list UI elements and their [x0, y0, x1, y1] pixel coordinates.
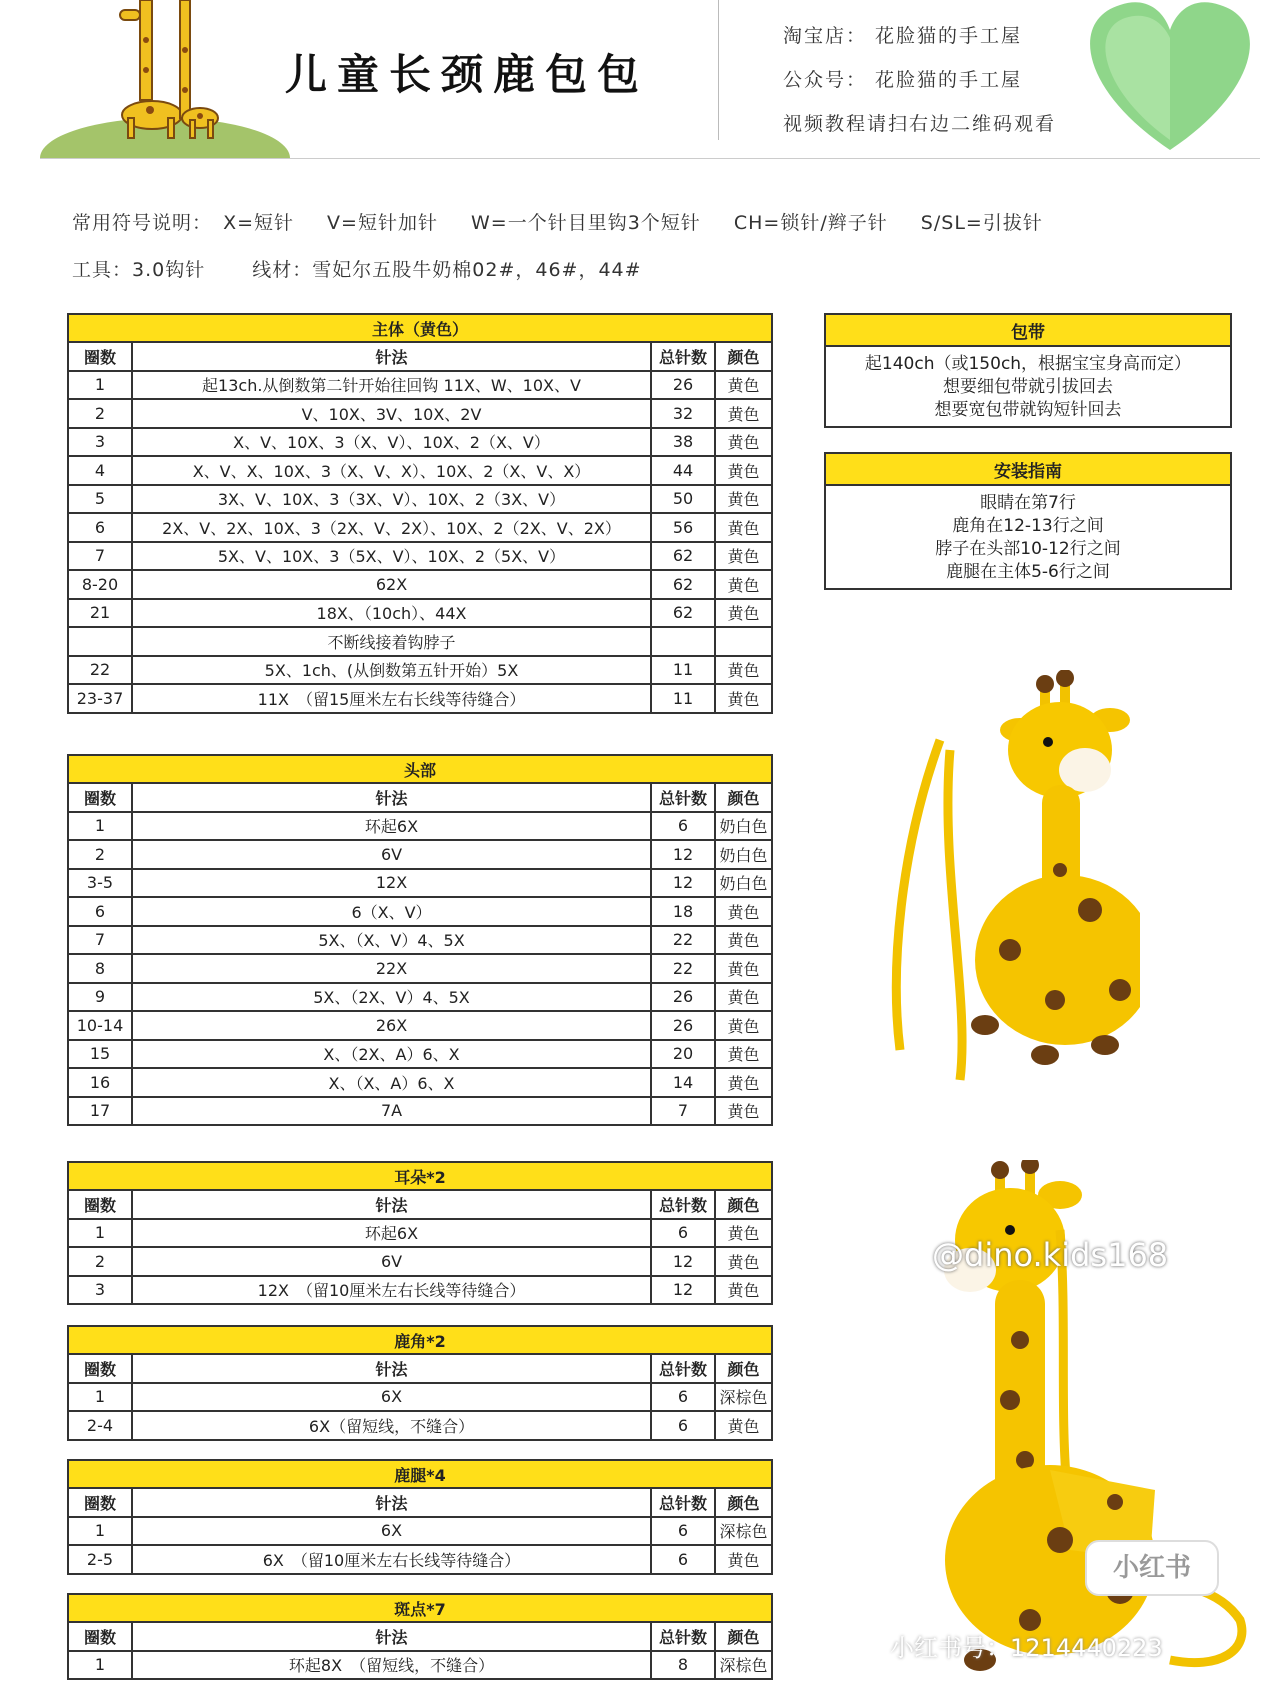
- cell-round: 2-4: [68, 1411, 132, 1440]
- cell-color: 黄色: [715, 371, 772, 400]
- cell-color: 黄色: [715, 428, 772, 457]
- cell-stitch: 18X、（10ch）、44X: [132, 599, 651, 628]
- body-pattern-table: [67, 313, 773, 714]
- cell-round: 23-37: [68, 684, 132, 713]
- cell-total: 18: [651, 897, 715, 926]
- col-stitch: 针法: [132, 1354, 651, 1383]
- cell-color: 深棕色: [715, 1651, 772, 1680]
- cell-color: [715, 627, 772, 656]
- assembly-line: 鹿角在12-13行之间: [952, 516, 1104, 536]
- green-heart-icon: [1060, 0, 1280, 160]
- cell-color: 黄色: [715, 542, 772, 571]
- table-title: 鹿角*2: [68, 1326, 772, 1354]
- symbol-legend: [72, 208, 1069, 235]
- cell-total: 12: [651, 1276, 715, 1305]
- table-row: [68, 1276, 772, 1305]
- cell-round: 8: [68, 954, 132, 983]
- cell-total: 50: [651, 485, 715, 514]
- col-total: 总针数: [651, 1190, 715, 1219]
- cell-total: 6: [651, 812, 715, 841]
- col-color: 颜色: [715, 1622, 772, 1651]
- legend-item: CH=锁针/辫子针: [733, 212, 888, 234]
- cell-stitch: 12X （留10厘米左右长线等待缝合）: [132, 1276, 651, 1305]
- table-row: [68, 656, 772, 685]
- cell-round: 3: [68, 1276, 132, 1305]
- cell-total: 12: [651, 869, 715, 898]
- cell-stitch: 62X: [132, 570, 651, 599]
- table-row: [68, 1247, 772, 1276]
- cell-color: 奶白色: [715, 812, 772, 841]
- col-color: 颜色: [715, 1488, 772, 1517]
- col-round: 圈数: [68, 1190, 132, 1219]
- cell-total: 11: [651, 656, 715, 685]
- table-row: [68, 627, 772, 656]
- cell-color: 黄色: [715, 1411, 772, 1440]
- col-round: 圈数: [68, 1488, 132, 1517]
- cell-round: 21: [68, 599, 132, 628]
- table-row: [68, 456, 772, 485]
- table-header-row: [68, 1488, 772, 1517]
- cell-total: [651, 627, 715, 656]
- cell-stitch: 6V: [132, 840, 651, 869]
- cell-stitch: 6X （留10厘米左右长线等待缝合）: [132, 1545, 651, 1574]
- cell-total: 62: [651, 599, 715, 628]
- table-header-row: [68, 783, 772, 812]
- ears-pattern-table: [67, 1161, 773, 1305]
- cell-stitch: 环起6X: [132, 812, 651, 841]
- table-row: [68, 1383, 772, 1412]
- cell-stitch: X、V、10X、3（X、V）、10X、2（X、V）: [132, 428, 651, 457]
- cell-round: [68, 627, 132, 656]
- cell-color: 黄色: [715, 1068, 772, 1097]
- cell-round: 3-5: [68, 869, 132, 898]
- col-round: 圈数: [68, 783, 132, 812]
- cell-total: 14: [651, 1068, 715, 1097]
- header-divider: [718, 0, 719, 140]
- table-row: [68, 1517, 772, 1546]
- cell-total: 62: [651, 570, 715, 599]
- table-row: [68, 1040, 772, 1069]
- cell-total: 38: [651, 428, 715, 457]
- cell-color: 黄色: [715, 1097, 772, 1126]
- cell-round: 7: [68, 542, 132, 571]
- table-row: [68, 1651, 772, 1680]
- cell-stitch: 6（X、V）: [132, 897, 651, 926]
- cell-color: 黄色: [715, 570, 772, 599]
- cell-color: 黄色: [715, 1011, 772, 1040]
- col-total: 总针数: [651, 783, 715, 812]
- cell-round: 2-5: [68, 1545, 132, 1574]
- cell-color: 黄色: [715, 656, 772, 685]
- page-header: [0, 0, 1280, 160]
- cell-color: 黄色: [715, 684, 772, 713]
- spots-pattern-table: [67, 1593, 773, 1680]
- horns-pattern-table: [67, 1325, 773, 1441]
- table-row: [68, 812, 772, 841]
- assembly-title: 安装指南: [825, 453, 1231, 485]
- tools-line: [72, 255, 682, 282]
- table-row: [68, 1097, 772, 1126]
- cell-stitch: 12X: [132, 869, 651, 898]
- cell-stitch: 环起8X （留短线，不缝合）: [132, 1651, 651, 1680]
- table-row: [68, 1545, 772, 1574]
- col-total: 总针数: [651, 1622, 715, 1651]
- table-row: [68, 599, 772, 628]
- col-total: 总针数: [651, 1488, 715, 1517]
- table-row: [68, 570, 772, 599]
- cell-stitch: 5X、V、10X、3（5X、V）、10X、2（5X、V）: [132, 542, 651, 571]
- cell-total: 22: [651, 954, 715, 983]
- cell-total: 44: [651, 456, 715, 485]
- cell-round: 8-20: [68, 570, 132, 599]
- col-stitch: 针法: [132, 1622, 651, 1651]
- cell-color: 深棕色: [715, 1517, 772, 1546]
- col-round: 圈数: [68, 342, 132, 371]
- strap-title: 包带: [825, 314, 1231, 346]
- cell-color: 黄色: [715, 1545, 772, 1574]
- col-color: 颜色: [715, 1190, 772, 1219]
- legend-prefix: 常用符号说明：: [72, 212, 213, 234]
- cell-color: 深棕色: [715, 1383, 772, 1412]
- cell-total: 8: [651, 1651, 715, 1680]
- table-header-row: [68, 1622, 772, 1651]
- cell-stitch: 6X: [132, 1517, 651, 1546]
- cell-stitch: 6X（留短线，不缝合）: [132, 1411, 651, 1440]
- cell-round: 1: [68, 812, 132, 841]
- xiaohongshu-logo: 小红书: [1085, 1540, 1219, 1596]
- table-row: [68, 840, 772, 869]
- cell-round: 6: [68, 513, 132, 542]
- shop-line: 淘宝店： 花脸猫的手工屋: [783, 25, 1023, 47]
- cell-stitch: V、10X、3V、10X、2V: [132, 399, 651, 428]
- cell-color: 黄色: [715, 513, 772, 542]
- cell-color: 黄色: [715, 399, 772, 428]
- cell-total: 20: [651, 1040, 715, 1069]
- cell-stitch: 3X、V、10X、3（3X、V）、10X、2（3X、V）: [132, 485, 651, 514]
- table-header-row: [68, 342, 772, 371]
- table-row: [68, 371, 772, 400]
- cell-stitch: 5X、（X、V）4、5X: [132, 926, 651, 955]
- cell-total: 12: [651, 1247, 715, 1276]
- cell-total: 26: [651, 983, 715, 1012]
- cell-round: 17: [68, 1097, 132, 1126]
- table-row: [68, 897, 772, 926]
- cell-total: 62: [651, 542, 715, 571]
- cell-total: 26: [651, 1011, 715, 1040]
- cell-total: 6: [651, 1517, 715, 1546]
- assembly-line: 脖子在头部10-12行之间: [935, 539, 1121, 559]
- legend-item: S/SL=引拔针: [920, 212, 1043, 234]
- table-title: 主体（黄色）: [68, 314, 772, 342]
- cell-round: 1: [68, 1517, 132, 1546]
- table-header-row: [68, 1354, 772, 1383]
- strap-line: 想要细包带就引拔回去: [943, 377, 1113, 397]
- giraffe-illustration-icon: [100, 0, 230, 140]
- cell-color: 黄色: [715, 897, 772, 926]
- cell-stitch: 不断线接着钩脖子: [132, 627, 651, 656]
- account-line: 公众号： 花脸猫的手工屋: [783, 69, 1023, 91]
- col-stitch: 针法: [132, 1190, 651, 1219]
- cell-color: 黄色: [715, 1247, 772, 1276]
- cell-color: 黄色: [715, 983, 772, 1012]
- col-color: 颜色: [715, 783, 772, 812]
- assembly-line: 眼睛在第7行: [980, 493, 1076, 513]
- table-title: 头部: [68, 755, 772, 783]
- cell-round: 10-14: [68, 1011, 132, 1040]
- cell-stitch: 7A: [132, 1097, 651, 1126]
- col-round: 圈数: [68, 1622, 132, 1651]
- table-row: [68, 513, 772, 542]
- header-rule: [40, 158, 1260, 159]
- cell-total: 6: [651, 1411, 715, 1440]
- cell-stitch: 2X、V、2X、10X、3（2X、V、2X）、10X、2（2X、V、2X）: [132, 513, 651, 542]
- cell-stitch: 6X: [132, 1383, 651, 1412]
- cell-stitch: 起13ch.从倒数第二针开始往回钩 11X、W、10X、V: [132, 371, 651, 400]
- table-row: [68, 1011, 772, 1040]
- table-row: [68, 1068, 772, 1097]
- col-round: 圈数: [68, 1354, 132, 1383]
- cell-stitch: X、V、X、10X、3（X、V、X）、10X、2（X、V、X）: [132, 456, 651, 485]
- giraffe-bag-photo-1: [880, 670, 1140, 1090]
- table-title: 耳朵*2: [68, 1162, 772, 1190]
- cell-round: 5: [68, 485, 132, 514]
- col-color: 颜色: [715, 342, 772, 371]
- cell-stitch: 5X、（2X、V）4、5X: [132, 983, 651, 1012]
- cell-total: 11: [651, 684, 715, 713]
- table-row: [68, 926, 772, 955]
- assembly-box: [824, 452, 1232, 590]
- legend-item: X=短针: [223, 212, 294, 234]
- cell-stitch: 26X: [132, 1011, 651, 1040]
- cell-color: 奶白色: [715, 869, 772, 898]
- cell-color: 黄色: [715, 1219, 772, 1248]
- cell-total: 12: [651, 840, 715, 869]
- cell-total: 6: [651, 1219, 715, 1248]
- cell-total: 32: [651, 399, 715, 428]
- table-title: 斑点*7: [68, 1594, 772, 1622]
- cell-color: 黄色: [715, 485, 772, 514]
- cell-total: 56: [651, 513, 715, 542]
- cell-color: 奶白色: [715, 840, 772, 869]
- cell-stitch: 6V: [132, 1247, 651, 1276]
- table-row: [68, 983, 772, 1012]
- cell-round: 6: [68, 897, 132, 926]
- table-row: [68, 485, 772, 514]
- cell-color: 黄色: [715, 954, 772, 983]
- table-row: [68, 954, 772, 983]
- col-stitch: 针法: [132, 1488, 651, 1517]
- cell-round: 22: [68, 656, 132, 685]
- cell-round: 7: [68, 926, 132, 955]
- cell-color: 黄色: [715, 456, 772, 485]
- yarn-text: 线材：雪妃尔五股牛奶棉02#，46#，44#: [252, 259, 642, 281]
- cell-round: 1: [68, 1219, 132, 1248]
- table-row: [68, 399, 772, 428]
- header-info: [783, 14, 1056, 146]
- cell-round: 1: [68, 1651, 132, 1680]
- col-total: 总针数: [651, 1354, 715, 1383]
- strap-box: [824, 313, 1232, 428]
- legend-item: V=短针加针: [327, 212, 438, 234]
- page-title: 儿童长颈鹿包包: [285, 50, 650, 99]
- col-color: 颜色: [715, 1354, 772, 1383]
- cell-round: 2: [68, 840, 132, 869]
- table-row: [68, 428, 772, 457]
- cell-stitch: X、（2X、A）6、X: [132, 1040, 651, 1069]
- cell-round: 1: [68, 1383, 132, 1412]
- cell-round: 2: [68, 399, 132, 428]
- col-stitch: 针法: [132, 342, 651, 371]
- cell-stitch: 11X （留15厘米左右长线等待缝合）: [132, 684, 651, 713]
- cell-color: 黄色: [715, 1276, 772, 1305]
- cell-total: 7: [651, 1097, 715, 1126]
- legs-pattern-table: [67, 1459, 773, 1575]
- head-pattern-table: [67, 754, 773, 1126]
- tool-text: 工具：3.0钩针: [72, 259, 206, 281]
- cell-total: 26: [651, 371, 715, 400]
- col-total: 总针数: [651, 342, 715, 371]
- cell-total: 22: [651, 926, 715, 955]
- assembly-line: 鹿腿在主体5-6行之间: [946, 562, 1110, 582]
- cell-total: 6: [651, 1383, 715, 1412]
- table-row: [68, 1219, 772, 1248]
- table-row: [68, 869, 772, 898]
- cell-stitch: 5X、1ch、(从倒数第五针开始）5X: [132, 656, 651, 685]
- strap-line: 想要宽包带就钩短针回去: [934, 400, 1122, 420]
- cell-round: 3: [68, 428, 132, 457]
- cell-color: 黄色: [715, 1040, 772, 1069]
- cell-round: 2: [68, 1247, 132, 1276]
- cell-round: 16: [68, 1068, 132, 1097]
- cell-stitch: 22X: [132, 954, 651, 983]
- tiktok-watermark: @dino.kids168: [932, 1236, 1169, 1274]
- table-header-row: [68, 1190, 772, 1219]
- cell-round: 1: [68, 371, 132, 400]
- xiaohongshu-id: 小红书号：1214440223: [890, 1634, 1163, 1662]
- cell-stitch: X、（X、A）6、X: [132, 1068, 651, 1097]
- table-row: [68, 684, 772, 713]
- video-line: 视频教程请扫右边二维码观看: [783, 113, 1057, 135]
- cell-round: 15: [68, 1040, 132, 1069]
- table-title: 鹿腿*4: [68, 1460, 772, 1488]
- table-row: [68, 1411, 772, 1440]
- cell-stitch: 环起6X: [132, 1219, 651, 1248]
- strap-line: 起140ch（或150ch，根据宝宝身高而定）: [864, 354, 1192, 374]
- col-stitch: 针法: [132, 783, 651, 812]
- cell-color: 黄色: [715, 926, 772, 955]
- legend-item: W=一个针目里钩3个短针: [471, 212, 701, 234]
- cell-round: 4: [68, 456, 132, 485]
- table-row: [68, 542, 772, 571]
- cell-color: 黄色: [715, 599, 772, 628]
- cell-round: 9: [68, 983, 132, 1012]
- cell-total: 6: [651, 1545, 715, 1574]
